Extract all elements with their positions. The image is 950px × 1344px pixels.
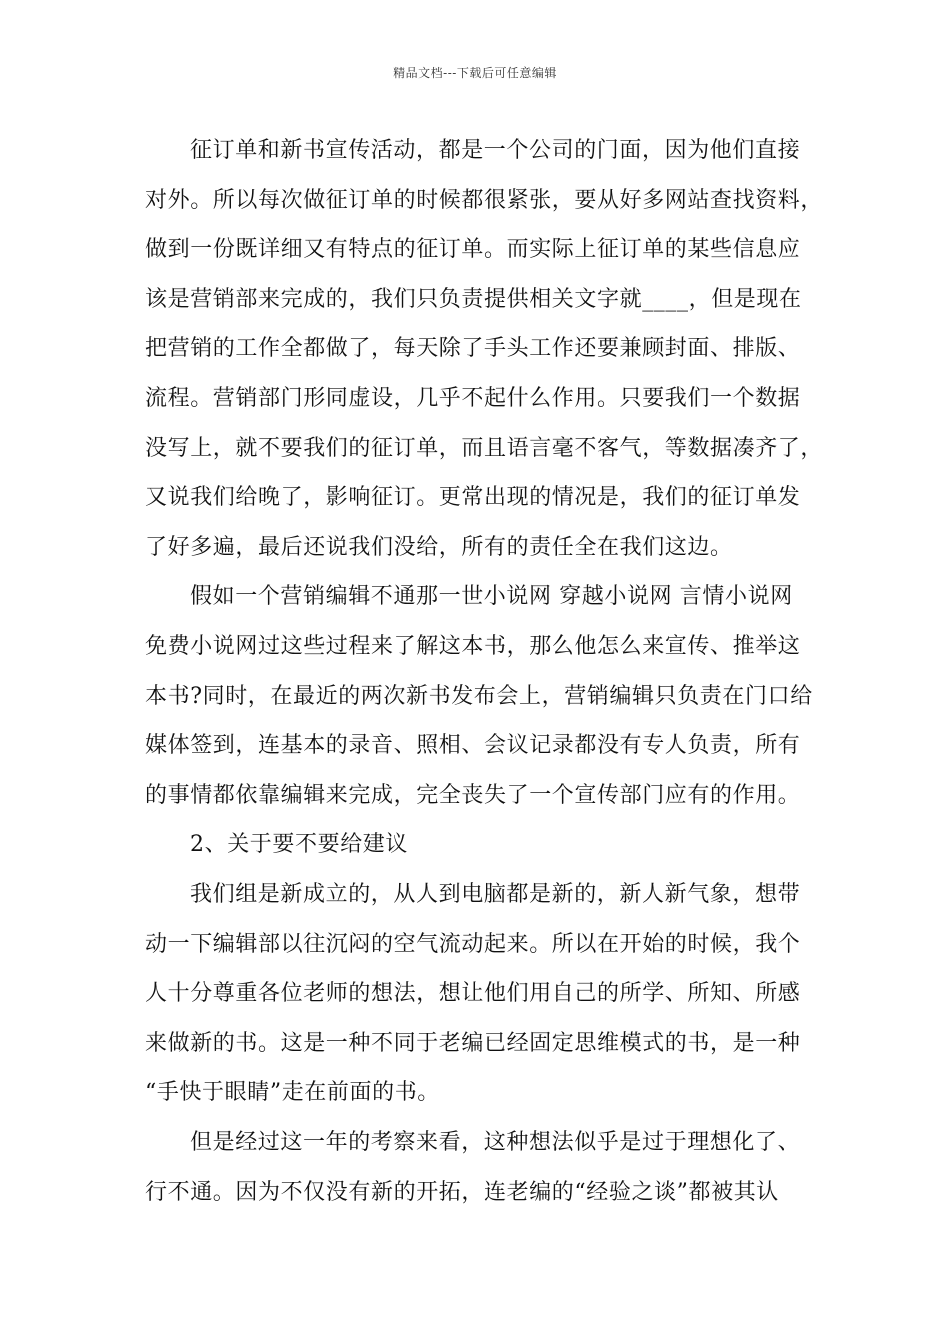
- paragraph-line: 我们组是新成立的，从人到电脑都是新的，新人新气象，想带: [190, 882, 801, 907]
- paragraph-line: 又说我们给晚了，影响征订。更常出现的情况是，我们的征订单发: [145, 485, 801, 510]
- paragraph-line: 做到一份既详细又有特点的征订单。而实际上征订单的某些信息应: [145, 237, 801, 262]
- paragraph-line: 本书?同时，在最近的两次新书发布会上，营销编辑只负责在门口给: [145, 684, 813, 709]
- paragraph-line: 来做新的书。这是一种不同于老编已经固定思维模式的书，是一种: [145, 1031, 801, 1056]
- paragraph-line: 动一下编辑部以往沉闷的空气流动起来。所以在开始的时候，我个: [145, 932, 801, 957]
- paragraph-line: 把营销的工作全都做了，每天除了手头工作还要兼顾封面、排版、: [145, 336, 801, 361]
- page-header: 精品文档---下载后可任意编辑: [393, 66, 557, 80]
- paragraph-line: 媒体签到，连基本的录音、照相、会议记录都没有专人负责，所有: [145, 733, 801, 758]
- paragraph-line: 免费小说网过这些过程来了解这本书，那么他怎么来宣传、推举这: [145, 634, 801, 659]
- paragraph-line: 流程。营销部门形同虚设，几乎不起什么作用。只要我们一个数据: [145, 386, 801, 411]
- paragraph-line: 征订单和新书宣传活动，都是一个公司的门面，因为他们直接: [190, 138, 801, 163]
- paragraph-line: 的事情都依靠编辑来完成，完全丧失了一个宣传部门应有的作用。: [145, 783, 801, 808]
- paragraph-line: 但是经过这一年的考察来看，这种想法似乎是过于理想化了、: [190, 1130, 801, 1155]
- paragraph-line: 了好多遍，最后还说我们没给，所有的责任全在我们这边。: [145, 535, 733, 560]
- section-heading: 2、关于要不要给建议: [190, 832, 408, 857]
- paragraph-line: 行不通。因为不仅没有新的开拓，连老编的“经验之谈”都被其认: [145, 1180, 779, 1205]
- paragraph-line: 对外。所以每次做征订单的时候都很紧张，要从好多网站查找资料，: [145, 188, 824, 213]
- paragraph-line: 没写上，就不要我们的征订单，而且语言毫不客气，等数据凑齐了，: [145, 436, 824, 461]
- paragraph-line: 人十分尊重各位老师的想法，想让他们用自己的所学、所知、所感: [145, 981, 801, 1006]
- paragraph-line: 假如一个营销编辑不通那一世小说网 穿越小说网 言情小说网: [190, 584, 793, 609]
- paragraph-line: “手快于眼睛”走在前面的书。: [145, 1080, 440, 1105]
- paragraph-line: 该是营销部来完成的，我们只负责提供相关文字就____，但是现在: [145, 287, 802, 312]
